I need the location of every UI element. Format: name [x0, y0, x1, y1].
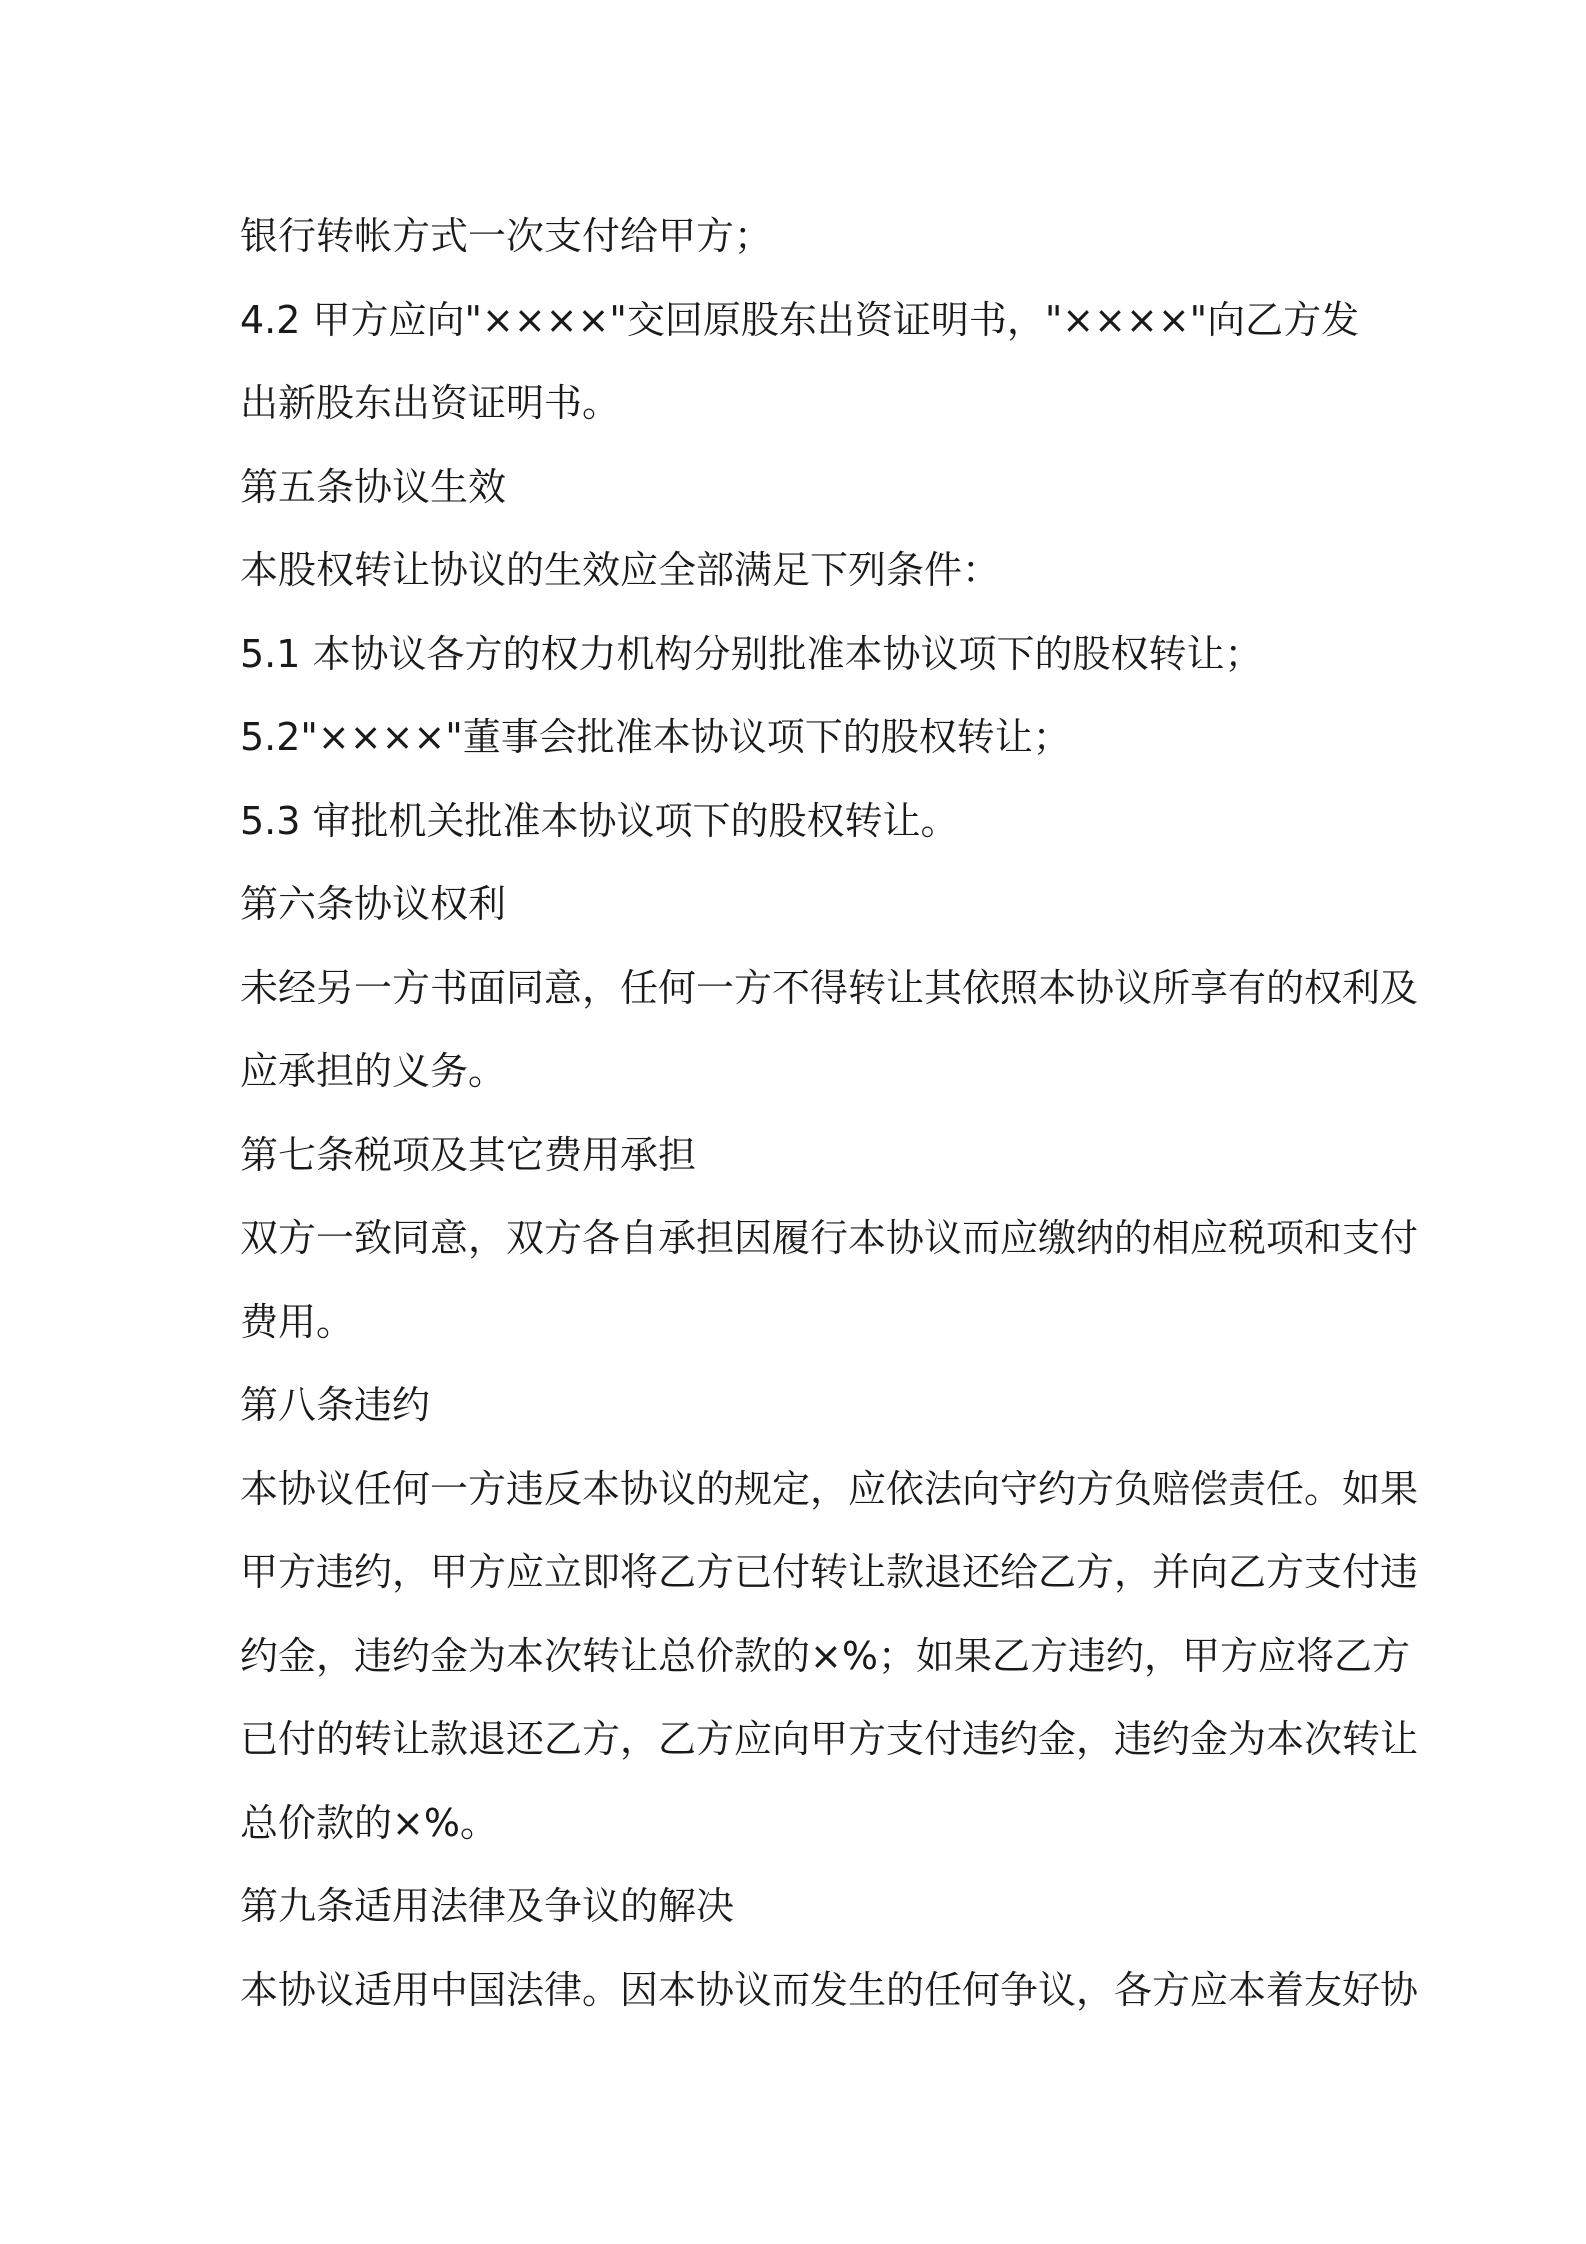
- text-line: 出新股东出资证明书。: [240, 381, 621, 425]
- text-line: 银行转帐方式一次支付给甲方；: [240, 214, 773, 258]
- text-line: 约金，违约金为本次转让总价款的×%；如果乙方违约，甲方应将乙方: [240, 1633, 1410, 1678]
- text-line: 总价款的×%。: [240, 1800, 498, 1845]
- text-line: 本协议适用中国法律。因本协议而发生的任何争议，各方应本着友好协: [240, 1967, 1419, 2012]
- article-5-heading: 第五条协议生效: [240, 464, 507, 509]
- clause-5-1-line: 5.1 本协议各方的权力机构分别批准本协议项下的股权转让；: [240, 631, 1263, 676]
- clause-5-3-line: 5.3 审批机关批准本协议项下的股权转让。: [240, 798, 959, 843]
- text-line: 甲方违约，甲方应立即将乙方已付转让款退还给乙方，并向乙方支付违: [240, 1550, 1419, 1594]
- article-6-heading: 第六条协议权利: [240, 882, 507, 926]
- text-line: 本协议任何一方违反本协议的规定，应依法向守约方负赔偿责任。如果: [240, 1466, 1419, 1511]
- text-line: 未经另一方书面同意，任何一方不得转让其依照本协议所享有的权利及: [240, 965, 1419, 1010]
- text-line: 费用。: [240, 1299, 355, 1344]
- clause-5-2-line: 5.2"××××"董事会批准本协议项下的股权转让；: [240, 715, 1071, 759]
- article-8-heading: 第八条违约: [240, 1383, 431, 1427]
- text-line: 应承担的义务。: [240, 1049, 507, 1093]
- text-line: 双方一致同意，双方各自承担因履行本协议而应缴纳的相应税项和支付: [240, 1216, 1419, 1260]
- text-line: 本股权转让协议的生效应全部满足下列条件：: [240, 548, 1001, 592]
- clause-4-2-line: 4.2 甲方应向"××××"交回原股东出资证明书，"××××"向乙方发: [240, 297, 1360, 342]
- document-body: [240, 195, 1419, 2032]
- article-7-heading: 第七条税项及其它费用承担: [240, 1132, 697, 1177]
- text-line: 已付的转让款退还乙方，乙方应向甲方支付违约金，违约金为本次转让: [240, 1717, 1419, 1761]
- article-9-heading: 第九条适用法律及争议的解决: [240, 1884, 735, 1928]
